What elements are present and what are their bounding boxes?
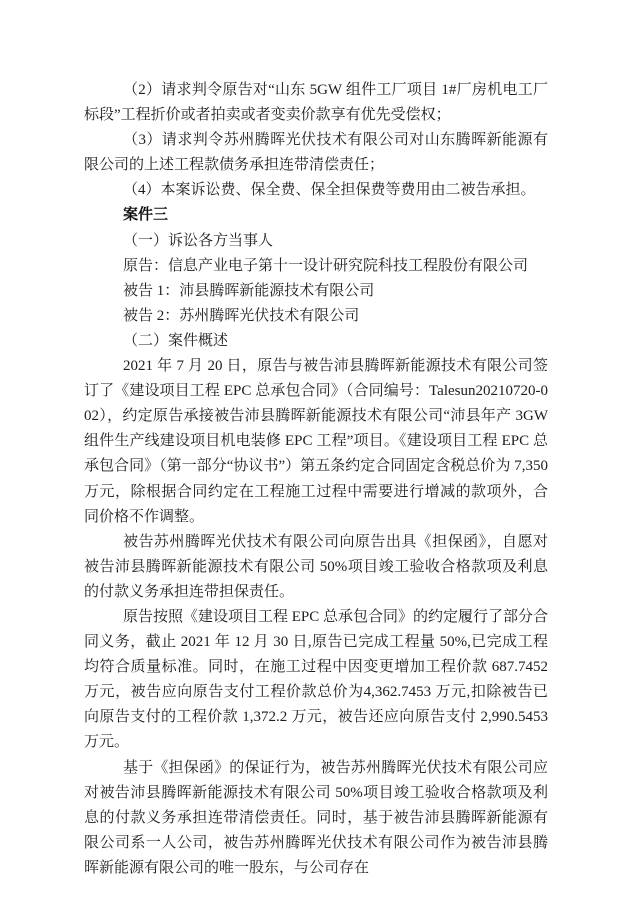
case-summary-paragraph-2: 被告苏州腾晖光伏技术有限公司向原告出具《担保函》，自愿对被告沛县腾晖新能源技术有限公司 50%项目竣工验收合格款项及利息的付款义务承担连带担保责任。 <box>84 533 548 600</box>
defendant-1-line: 被告 1：沛县腾晖新能源技术有限公司 <box>123 282 375 299</box>
claim-item-4: （4）本案诉讼费、保全费、保全担保费等费用由二被告承担。 <box>123 182 536 199</box>
plaintiff-line: 原告：信息产业电子第十一设计研究院科技工程股份有限公司 <box>123 257 529 274</box>
case-summary-paragraph-4: 基于《担保函》的保证行为，被告苏州腾晖光伏技术有限公司应对被告沛县腾晖新能源技术有限公司 50%项目竣工验收合格款项及利息的付款义务承担连带清偿责任。同时，基于被告沛县腾晖新能源有限公司系一人公司，被告苏州腾晖光伏技术有限公司作为被告沛县腾晖新能源有限公司的唯一股东，与公司存在 <box>84 759 548 876</box>
section-heading-parties: （一）诉讼各方当事人 <box>123 232 274 249</box>
case-summary-paragraph-1: 2021 年 7 月 20 日，原告与被告沛县腾晖新能源技术有限公司签订了《建设项目工程 EPC 总承包合同》（合同编号：Talesun20210720-002），约定原告承接被告沛县腾晖新能源技术有限公司“沛县年产 3GW 组件生产线建设项目机电装修 EPC 工程”项目。《建设项目工程 EPC 总承包合同》（第一部分“协议书”）第五条约定合同固定含税总价为 7,350 万元，除根据合同约定在工程施工过程中需要进行增减的款项外，合同价格不作调整。 <box>84 358 548 525</box>
defendant-2-line: 被告 2：苏州腾晖光伏技术有限公司 <box>123 307 360 324</box>
claim-item-3: （3）请求判令苏州腾晖光伏技术有限公司对山东腾晖新能源有限公司的上述工程款债务承担连带清偿责任； <box>84 132 548 174</box>
case-summary-paragraph-3: 原告按照《建设项目工程 EPC 总承包合同》的约定履行了部分合同义务，截止 2021 年 12 月 30 日,原告已完成工程量 50%,已完成工程均符合质量标准。同时，在施工过程中因变更增加工程价款 687.7452 万元，被告应向原告支付工程价款总价为4,362.7453 万元,扣除被告已向原告支付的工程价款 1,372.2 万元，被告还应向原告支付 2,990.5453 万元。 <box>84 608 549 751</box>
claim-item-2: （2）请求判令原告对“山东 5GW 组件工厂项目 1#厂房机电工厂标段”工程折价或者拍卖或者变卖价款享有优先受偿权； <box>84 82 548 124</box>
section-heading-summary: （二）案件概述 <box>123 332 229 349</box>
case-three-heading: 案件三 <box>123 207 169 224</box>
